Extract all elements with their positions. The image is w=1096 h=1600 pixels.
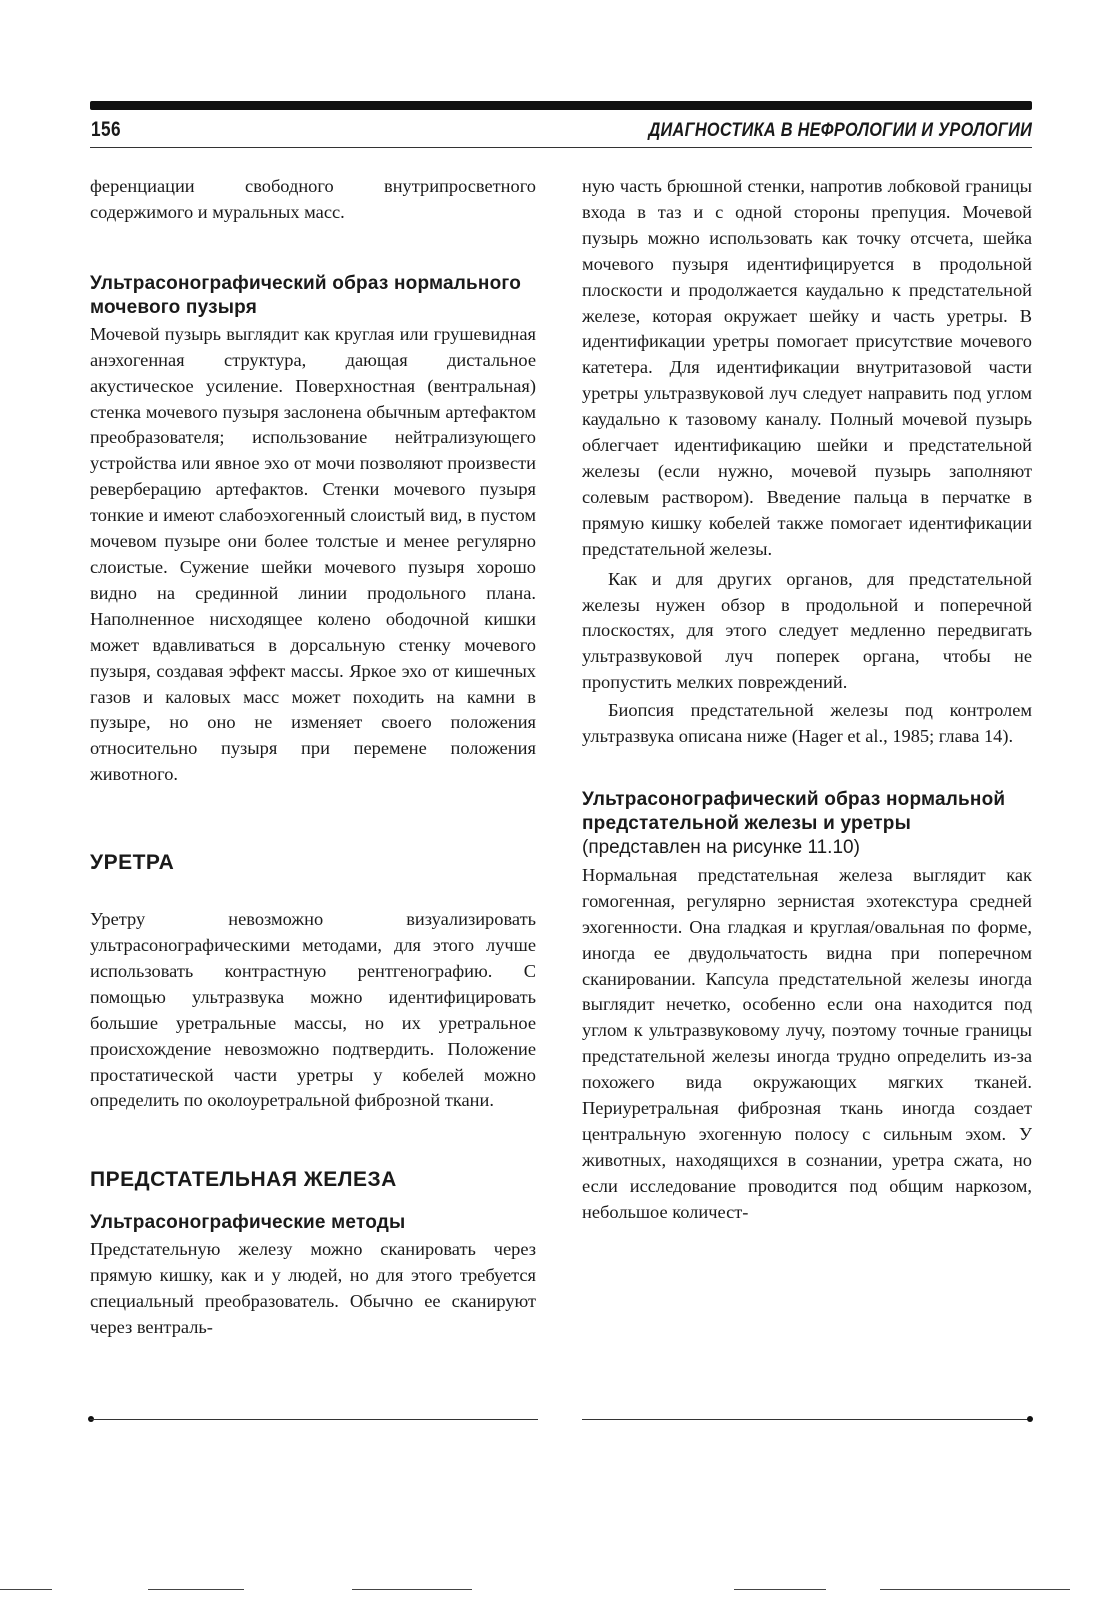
bladder-paragraph: Мочевой пузырь выглядит как круглая или грушевидная анэхогенная структура, дающая дистальное акустическое усиление. Поверхностная (вентральная) стенка мочевого пузыря заслонена обычным артефактом преобразователя; использование нейтрализующего устройства или явное эхо от мочи позволяют произвести реверберацию артефактов. Стенки мочевого пузыря тонкие и имеют слабоэхогенный слоистый вид, в пустом мочевом пузыре они более толстые и менее регулярно слоистые. Сужение шейки мочевого пузыря хорошо видно на срединной линии продольного плана. Наполненное нисходящее колено ободочной кишки может вдавливаться в дорсальную стенку мочевого пузыря, создавая эффект массы. Яркое эхо от кишечных газов и каловых масс может походить на камни в пузыре, но оно не изменяет своего положения относительно пузыря при перемене положения животного.	[90, 323, 536, 785]
urethra-heading: УРЕТРА	[90, 851, 175, 875]
normal-prostate-figure-note: (представлен на рисунке 11.10)	[582, 836, 860, 858]
methods-paragraph: Предстательную железу можно сканировать через прямую кишку, как и у людей, но для этого требуется специальный преобразователь. Обычно ее сканируют через вентраль-	[90, 1239, 536, 1338]
intro-paragraph: ференциации свободного внутрипросветного содержимого и муральных масс.	[90, 176, 536, 222]
prostate-heading: ПРЕДСТАТЕЛЬНАЯ ЖЕЛЕЗА	[90, 1168, 397, 1192]
scan-edge-mark	[148, 1589, 244, 1590]
scan-edge-mark	[0, 1589, 52, 1590]
bladder-heading: Ультрасонографический образ нормального мочевого пузыря	[90, 272, 522, 318]
left-column	[90, 174, 536, 1341]
normal-prostate-heading: Ультрасонографический образ нормальной предстательной железы и уретры	[582, 788, 1006, 834]
header-thin-rule	[90, 147, 1032, 148]
footer-rule-right-dot	[1027, 1416, 1033, 1422]
continuation-paragraph: ную часть брюшной стенки, напротив лобковой границы входа в таз и с одной стороны препуция. Мочевой пузырь можно использовать как точку отсчета, шейка мочевого пузыря идентифицируется в продольной плоскости и продолжается каудально к предстательной железе, которая окружает шейку и часть уретры. В идентификации уретры помогает присутствие мочевого катетера. Для идентификации внутритазовой части уретры ультразвуковой луч следует направить под углом каудально к тазовому каналу. Полный мочевой пузырь облегчает идентификацию шейки и предстательной железы (если нужно, мочевой пузырь заполняют солевым раствором). Введение пальца в перчатке в прямую кишку кобелей также помогает идентификации предстательной железы.	[582, 176, 1032, 559]
scan-edge-mark	[880, 1589, 1070, 1590]
methods-heading: Ультрасонографические методы	[90, 1212, 406, 1234]
scan-edge-mark	[352, 1589, 472, 1590]
header-thick-rule	[90, 101, 1032, 110]
scan-paragraph: Как и для других органов, для предстательной железы нужен обзор в продольной и поперечной плоскостях, для этого следует медленно передвигать ультразвуковой луч поперек органа, чтобы не пропустить мелких повреждений.	[582, 568, 1032, 693]
scan-edge-mark	[734, 1589, 826, 1590]
right-column	[582, 174, 1032, 1226]
footer-rule-right	[582, 1419, 1032, 1420]
normal-prostate-paragraph: Нормальная предстательная железа выглядит как гомогенная, регулярно зернистая эхотекстура средней эхогенности. Она гладкая и круглая/овальная по форме, иногда ее двудольчатость видна при поперечном сканировании. Капсула предстательной железы иногда выглядит нечетко, особенно если она находится под углом к ультразвуковому лучу, поэтому точные границы предстательной железы иногда трудно определить из-за похожего вида окружающих мягких тканей. Периуретральная фиброзная ткань иногда создает центральную эхогенную полосу с сильным эхом. У животных, находящихся в сознании, уретра сжата, но если исследование проводится под общим наркозом, небольшое количест-	[582, 864, 1032, 1222]
running-title: ДИАГНОСТИКА В НЕФРОЛОГИИ И УРОЛОГИИ	[648, 120, 1032, 141]
urethra-paragraph: Уретру невозможно визуализировать ультрасонографическими методами, для этого лучше использовать контрастную рентгенографию. С помощью ультразвука можно идентифицировать большие уретральные массы, но их уретральное происхождение невозможно подтвердить. Положение простатической части уретры у кобелей можно определить по околоуретральной фиброзной ткани.	[90, 909, 536, 1111]
biopsy-paragraph: Биопсия предстательной железы под контролем ультразвука описана ниже (Hager et al., 1985; глава 14).	[582, 700, 1032, 747]
page-number: 156	[91, 118, 121, 141]
footer-rule-left	[90, 1419, 538, 1420]
